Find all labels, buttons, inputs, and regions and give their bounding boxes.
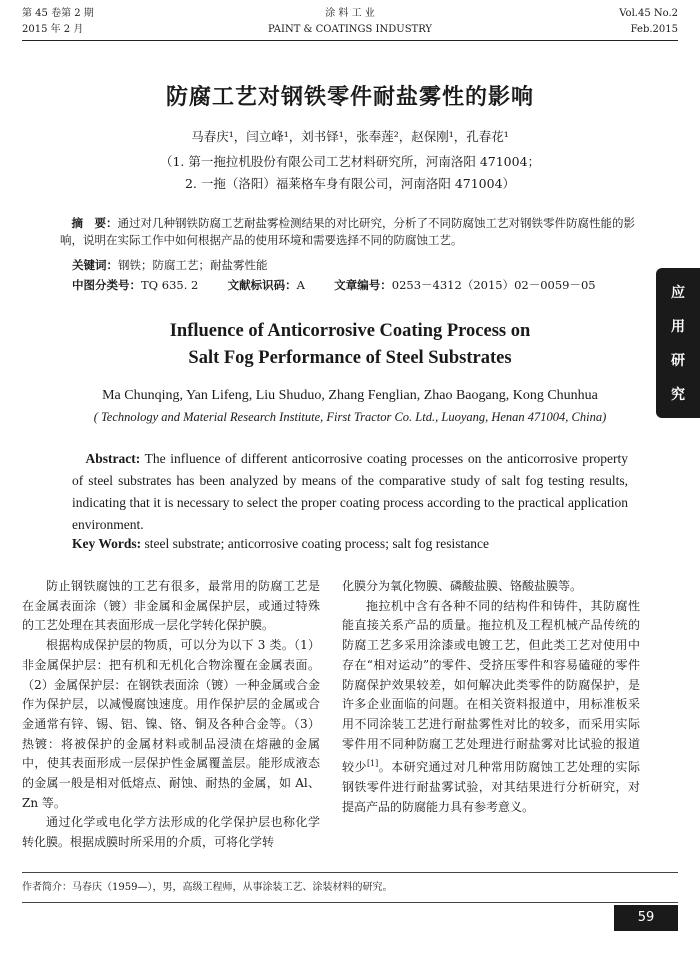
title-en-line-2: Salt Fog Performance of Steel Substrates — [188, 348, 512, 368]
citation-ref[interactable]: [1] — [366, 759, 379, 769]
classification-line — [72, 277, 652, 294]
keywords-zh-text: 钢铁；防腐工艺；耐盐雾性能 — [118, 258, 268, 272]
date-en: Feb.2015 — [630, 24, 678, 35]
side-tab-char: 用 — [671, 319, 685, 335]
keywords-zh — [72, 257, 652, 274]
doc-code-label: 文献标识码： — [227, 278, 297, 292]
section-side-tab — [656, 268, 700, 418]
body-column-right — [342, 577, 640, 817]
header-right — [619, 6, 678, 38]
title-en-line-1: Influence of Anticorrosive Coating Process on — [169, 321, 531, 341]
body-text: 。本研究通过对几种常用防腐蚀工艺处理的实际钢铁零件进行耐盐雾试验，对其结果进行分析研究，对提高产品的防腐能力具有参考意义。 — [342, 760, 640, 814]
bottom-divider — [22, 902, 678, 903]
side-tab-char: 究 — [671, 387, 685, 403]
clc-value: TQ 635. 2 — [141, 278, 199, 292]
body-paragraph — [342, 597, 640, 818]
article-number-value: 0253－4312（2015）02－0059－05 — [391, 278, 596, 292]
keywords-en-label: Key Words: — [72, 536, 142, 551]
body-column-left — [22, 577, 320, 853]
doc-code-value: A — [296, 278, 305, 292]
authors-zh: 马春庆¹，闫立峰¹，刘书铎¹，张奉莲²，赵保刚¹，孔春花¹ — [191, 129, 509, 144]
author-footnote: 作者简介：马春庆（1959—），男，高级工程师，从事涂装工艺、涂装材料的研究。 — [22, 882, 393, 893]
title-zh: 防腐工艺对钢铁零件耐盐雾性的影响 — [165, 85, 534, 110]
body-paragraph: 通过化学或电化学方法形成的化学保护层也称化学转化膜。根据成膜时所采用的介质，可将化学转 — [22, 815, 320, 850]
abstract-en — [72, 448, 628, 536]
date-zh: 2015 年 2 月 — [22, 24, 84, 35]
keywords-zh-label: 关键词： — [72, 258, 118, 272]
affiliation-zh-1: （1. 第一拖拉机股份有限公司工艺材料研究所，河南洛阳 471004； — [159, 154, 541, 169]
article-number-label: 文章编号： — [334, 278, 392, 292]
body-paragraph: 根据构成保护层的物质，可以分为以下 3 类。（1）非金属保护层：把有机和无机化合物涂覆在金属表面。（2）金属保护层：在钢铁表面涂（镀）一种金属或合金作为保护层，以减慢腐蚀速度。用作保护层的金属或合金通常有锌、锡、铝、镍、铬、铜及各种合金等。（3）热镀：将被保护的金属材料或制品浸渍在熔融的金属中，使其表面形成一层保护性金属覆盖层。能形成液态的金属一般是相对低熔点、耐蚀、耐热的金属，如 Al、Zn 等。 — [22, 638, 320, 810]
keywords-en — [72, 536, 628, 552]
page-number: 59 — [614, 905, 678, 931]
abstract-en-text: The influence of different anticorrosive coating processes on the anticorrosive property of steel substrates has been analyzed by means of the comparative study of salt fog testing results, indicating that it is necessary to select the proper coating process according to the practical application environment. — [72, 451, 628, 532]
side-tab-char: 研 — [671, 353, 685, 369]
clc-label: 中图分类号： — [72, 278, 141, 292]
affiliation-en-text: ( Technology and Material Research Institute, First Tractor Co. Ltd., Luoyang, Henan 471004, China) — [93, 410, 607, 424]
affiliation-zh-2: 2. 一拖（洛阳）福莱格车身有限公司，河南洛阳 471004） — [184, 176, 516, 191]
body-paragraph: 化膜分为氧化物膜、磷酸盐膜、铬酸盐膜等。 — [342, 579, 583, 593]
volume-issue-zh: 第 45 卷第 2 期 — [22, 8, 94, 19]
keywords-en-text: steel substrate; anticorrosive coating process; salt fog resistance — [141, 536, 490, 551]
side-tab-char: 应 — [671, 285, 685, 301]
authors-en: Ma Chunqing, Yan Lifeng, Liu Shuduo, Zhang Fenglian, Zhao Baogang, Kong Chunhua — [102, 388, 598, 403]
footnote-divider — [22, 872, 678, 873]
body-text: 拖拉机中含有各种不同的结构件和铸件，其防腐性能直接关系产品的质量。拖拉机及工程机械产品传统的防腐工艺多采用涂漆或电镀工艺，但此类工艺对使用中存在“相对运动”的零件、受挤压零件和容易磕碰的零件防腐保护效果较差，如何解决此类零件的防腐保护，是许多企业面临的问题。在相关资料报道中，用标准板采用不同涂装工艺进行耐盐雾性对比的较多，而采用实际零件用不同种防腐工艺处理进行耐盐雾对比试验的报道较少 — [342, 598, 640, 775]
abstract-zh-label: 摘 要： — [71, 216, 118, 230]
header-center — [22, 6, 678, 38]
journal-name-en: PAINT & COATINGS INDUSTRY — [267, 24, 433, 35]
title-en — [0, 318, 700, 372]
volume-issue-en: Vol.45 No.2 — [619, 8, 678, 19]
affiliation-en — [0, 410, 700, 425]
abstract-en-label: Abstract: — [85, 451, 141, 466]
body-paragraph: 防止钢铁腐蚀的工艺有很多，最常用的防腐工艺是在金属表面涂（镀）非金属和金属保护层，或通过特殊的工艺处理在其表面形成一层化学转化保护膜。 — [22, 579, 320, 633]
abstract-zh — [60, 215, 640, 249]
running-header — [22, 6, 678, 41]
journal-name-zh: 涂 料 工 业 — [325, 8, 375, 19]
abstract-zh-text: 通过对几种钢铁防腐工艺耐盐雾检测结果的对比研究，分析了不同防腐蚀工艺对钢铁零件防腐性能的影响，说明在实际工作中如何根据产品的使用环境和需要选择不同的防腐蚀工艺。 — [60, 216, 635, 247]
